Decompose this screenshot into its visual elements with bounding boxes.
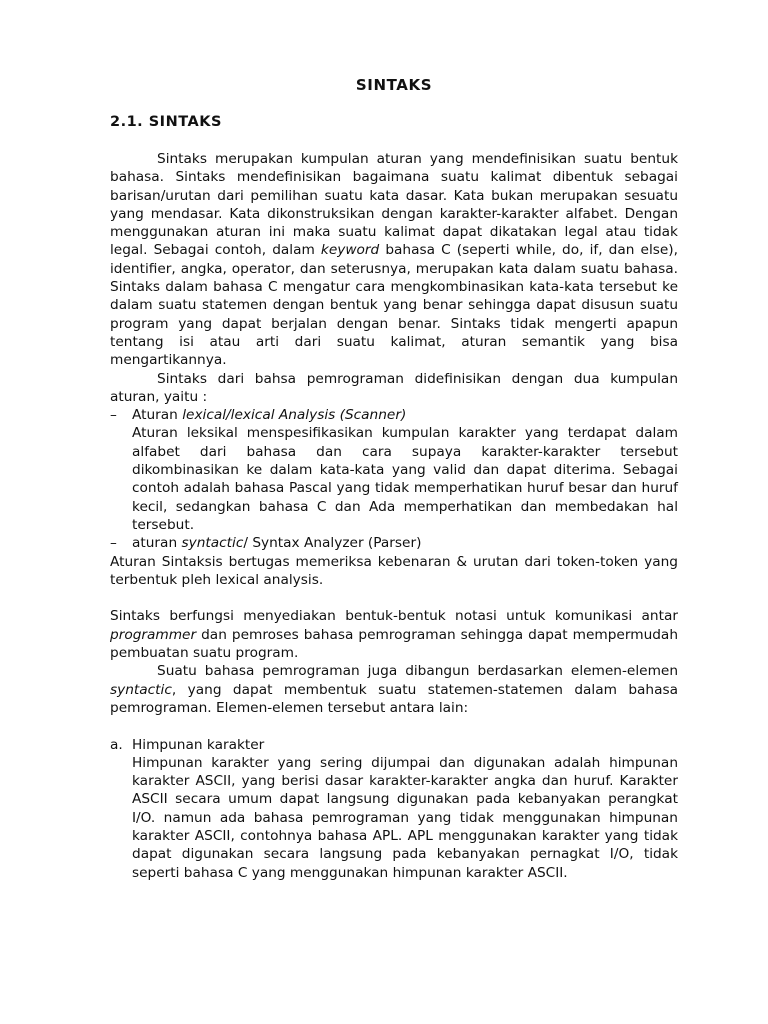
list-marker: – [110, 535, 117, 552]
list-item-himpunan-karakter [110, 736, 678, 754]
paragraph-1-italic: keyword [320, 242, 380, 259]
body-text [110, 150, 678, 882]
paragraph-1 [110, 150, 678, 370]
list-item-syntactic-plain: aturan [132, 535, 182, 552]
paragraph-3: Aturan Sintaksis bertugas memeriksa kebenaran & urutan dari token-token yang terbentuk pleh lexical analysis. [110, 553, 678, 588]
paragraph-5 [110, 662, 678, 717]
list-item-lexical-italic: lexical/lexical Analysis (Scanner) [182, 407, 407, 424]
paragraph-1-part2: bahasa C (seperti while, do, if, dan else), identifier, angka, operator, dan seterusnya, merupakan kata dalam suatu bahasa. Sintaks dalam bahasa C mengatur cara mengkombinasikan kata-kata tersebut ke dalam suatu statemen dengan bentuk yang benar sehingga dapat disusun suatu program yang dapat berjalan dengan benar. Sintaks tidak mengerti apapun tentang isi atau arti dari suatu kalimat, aturan semantik yang bisa mengartikannya. [110, 242, 678, 369]
paragraph-4-part1: Sintaks berfungsi menyediakan bentuk-bentuk notasi untuk komunikasi antar [110, 608, 678, 625]
paragraph-1-part1: Sintaks merupakan kumpulan aturan yang mendefinisikan suatu bentuk bahasa. Sintaks mendefinisikan bagaimana suatu kalimat dibentuk sebagai barisan/urutan dari pemilihan suatu kata dasar. Kata bukan merupakan sesuatu yang mendasar. Kata dikonstruksikan dengan karakter-karakter alfabet. Dengan menggunakan aturan ini maka suatu kalimat dapat dikatakan legal atau tidak legal. Sebagai contoh, dalam [110, 151, 678, 259]
list-item-syntactic-italic: syntactic [181, 535, 244, 552]
list-item-lexical-plain: Aturan [132, 407, 183, 424]
list-marker: a. [110, 736, 123, 753]
paragraph-4 [110, 607, 678, 662]
paragraph-4-part2: dan pemroses bahasa pemrograman sehingga dapat mempermudah pembuatan suatu program. [110, 626, 678, 662]
paragraph-5-part2: , yang dapat membentuk suatu statemen-statemen dalam bahasa pemrograman. Elemen-elemen tersebut antara lain: [110, 681, 678, 716]
list-item-syntactic-plain2: / Syntax Analyzer (Parser) [243, 535, 422, 552]
list-marker: – [110, 407, 117, 424]
list-item-lexical [110, 406, 678, 424]
section-heading: 2.1. SINTAKS [110, 114, 222, 130]
paragraph-5-italic: syntactic [110, 681, 172, 698]
list-item-himpunan-detail: Himpunan karakter yang sering dijumpai dan digunakan adalah himpunan karakter ASCII, yang berisi dasar karakter-karakter angka dan huruf. Karakter ASCII secara umum dapat langsung digunakan pada kebanyakan perangkat I/O. namun ada bahasa pemrograman yang tidak menggunakan himpunan karakter ASCII, contohnya bahasa APL. APL menggunakan karakter yang tidak dapat digunakan secara langsung pada kebanyakan pernagkat I/O, tidak seperti bahasa C yang menggunakan himpunan karakter ASCII. [132, 754, 678, 881]
page-title: SINTAKS [355, 76, 433, 94]
paragraph-5-part1: Suatu bahasa pemrograman juga dibangun berdasarkan elemen-elemen [157, 663, 678, 680]
list-item-lexical-detail: Aturan leksikal menspesifikasikan kumpulan karakter yang terdapat dalam alfabet dari bahasa dan cara supaya karakter-karakter tersebut dikombinasikan ke dalam kata-kata yang valid dan dapat diterima. Sebagai contoh adalah bahasa Pascal yang tidak memperhatikan huruf besar dan huruf kecil, sedangkan bahasa C dan Ada memperhatikan dan membedakan hal tersebut. [132, 425, 678, 533]
paragraph-2: Sintaks dari bahsa pemrograman didefinisikan dengan dua kumpulan aturan, yaitu : [110, 370, 678, 405]
list-item-himpunan-label: Himpunan karakter [132, 736, 265, 753]
paragraph-4-italic: programmer [110, 626, 197, 643]
list-item-syntactic [110, 534, 678, 552]
